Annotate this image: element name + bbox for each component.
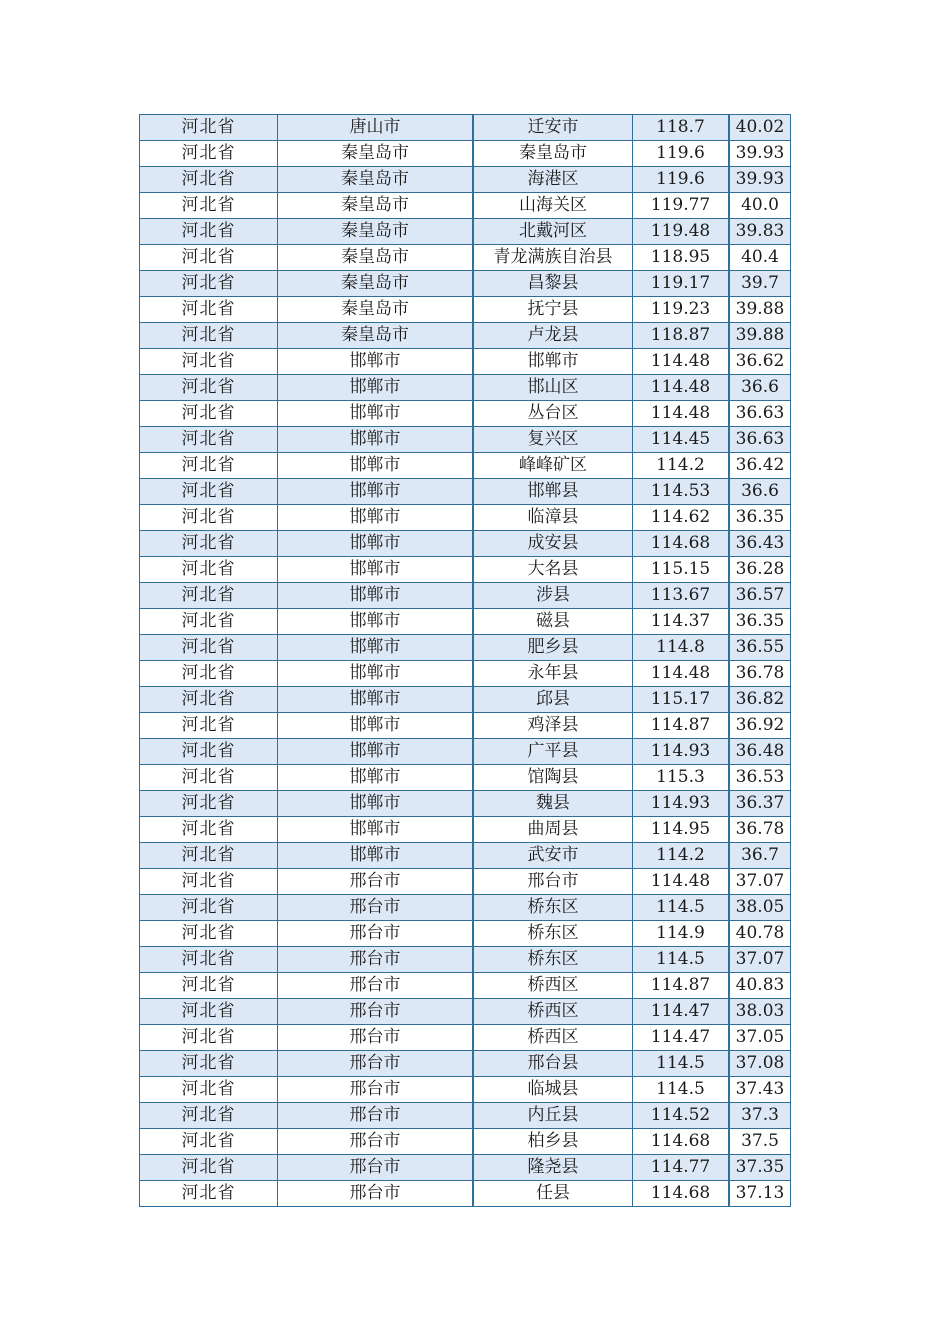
city-cell: 邯郸市 <box>278 479 474 505</box>
latitude-cell: 36.48 <box>729 739 791 765</box>
longitude-cell: 114.68 <box>633 1181 730 1207</box>
longitude-cell: 114.5 <box>633 1051 730 1077</box>
table-row <box>140 583 791 609</box>
latitude-cell: 36.78 <box>729 661 791 687</box>
longitude-cell: 115.15 <box>633 557 730 583</box>
longitude-cell: 114.5 <box>633 895 730 921</box>
province-cell: 河北省 <box>140 219 278 245</box>
province-cell: 河北省 <box>140 947 278 973</box>
city-cell: 邢台市 <box>278 999 474 1025</box>
county-cell: 桥西区 <box>473 999 633 1025</box>
longitude-cell: 114.5 <box>633 947 730 973</box>
latitude-cell: 36.35 <box>729 609 791 635</box>
city-cell: 邢台市 <box>278 947 474 973</box>
city-cell: 邯郸市 <box>278 843 474 869</box>
county-cell: 邢台市 <box>473 869 633 895</box>
latitude-cell: 36.55 <box>729 635 791 661</box>
longitude-cell: 114.8 <box>633 635 730 661</box>
county-cell: 馆陶县 <box>473 765 633 791</box>
county-cell: 临漳县 <box>473 505 633 531</box>
county-cell: 柏乡县 <box>473 1129 633 1155</box>
province-cell: 河北省 <box>140 1181 278 1207</box>
province-cell: 河北省 <box>140 427 278 453</box>
county-coordinates-table <box>139 114 791 1207</box>
latitude-cell: 36.37 <box>729 791 791 817</box>
city-cell: 秦皇岛市 <box>278 323 474 349</box>
table-row <box>140 999 791 1025</box>
county-cell: 桥西区 <box>473 973 633 999</box>
province-cell: 河北省 <box>140 1051 278 1077</box>
latitude-cell: 37.05 <box>729 1025 791 1051</box>
city-cell: 邯郸市 <box>278 609 474 635</box>
latitude-cell: 36.63 <box>729 401 791 427</box>
province-cell: 河北省 <box>140 921 278 947</box>
table-row <box>140 921 791 947</box>
city-cell: 邯郸市 <box>278 635 474 661</box>
city-cell: 秦皇岛市 <box>278 193 474 219</box>
province-cell: 河北省 <box>140 973 278 999</box>
province-cell: 河北省 <box>140 1103 278 1129</box>
city-cell: 邯郸市 <box>278 427 474 453</box>
province-cell: 河北省 <box>140 1155 278 1181</box>
latitude-cell: 36.62 <box>729 349 791 375</box>
latitude-cell: 36.6 <box>729 479 791 505</box>
province-cell: 河北省 <box>140 167 278 193</box>
latitude-cell: 39.7 <box>729 271 791 297</box>
longitude-cell: 114.95 <box>633 817 730 843</box>
province-cell: 河北省 <box>140 479 278 505</box>
table-row <box>140 141 791 167</box>
table-row <box>140 1129 791 1155</box>
latitude-cell: 37.5 <box>729 1129 791 1155</box>
longitude-cell: 114.48 <box>633 869 730 895</box>
city-cell: 邯郸市 <box>278 505 474 531</box>
province-cell: 河北省 <box>140 999 278 1025</box>
longitude-cell: 119.6 <box>633 141 730 167</box>
county-cell: 北戴河区 <box>473 219 633 245</box>
province-cell: 河北省 <box>140 687 278 713</box>
county-cell: 山海关区 <box>473 193 633 219</box>
table-row <box>140 635 791 661</box>
latitude-cell: 40.83 <box>729 973 791 999</box>
latitude-cell: 40.4 <box>729 245 791 271</box>
longitude-cell: 118.87 <box>633 323 730 349</box>
table-row <box>140 427 791 453</box>
city-cell: 邢台市 <box>278 895 474 921</box>
province-cell: 河北省 <box>140 791 278 817</box>
longitude-cell: 114.87 <box>633 973 730 999</box>
province-cell: 河北省 <box>140 609 278 635</box>
table-row <box>140 1155 791 1181</box>
latitude-cell: 39.88 <box>729 297 791 323</box>
longitude-cell: 114.47 <box>633 1025 730 1051</box>
province-cell: 河北省 <box>140 375 278 401</box>
latitude-cell: 37.07 <box>729 869 791 895</box>
longitude-cell: 114.48 <box>633 375 730 401</box>
table-row <box>140 947 791 973</box>
latitude-cell: 37.43 <box>729 1077 791 1103</box>
province-cell: 河北省 <box>140 869 278 895</box>
latitude-cell: 40.02 <box>729 115 791 141</box>
county-cell: 海港区 <box>473 167 633 193</box>
county-cell: 邱县 <box>473 687 633 713</box>
latitude-cell: 38.03 <box>729 999 791 1025</box>
latitude-cell: 36.6 <box>729 375 791 401</box>
city-cell: 秦皇岛市 <box>278 167 474 193</box>
latitude-cell: 37.13 <box>729 1181 791 1207</box>
longitude-cell: 119.48 <box>633 219 730 245</box>
latitude-cell: 36.35 <box>729 505 791 531</box>
province-cell: 河北省 <box>140 141 278 167</box>
table-row <box>140 167 791 193</box>
county-cell: 隆尧县 <box>473 1155 633 1181</box>
city-cell: 邯郸市 <box>278 349 474 375</box>
province-cell: 河北省 <box>140 245 278 271</box>
city-cell: 邢台市 <box>278 869 474 895</box>
county-cell: 内丘县 <box>473 1103 633 1129</box>
longitude-cell: 114.68 <box>633 1129 730 1155</box>
province-cell: 河北省 <box>140 765 278 791</box>
county-cell: 大名县 <box>473 557 633 583</box>
county-cell: 桥东区 <box>473 895 633 921</box>
province-cell: 河北省 <box>140 661 278 687</box>
latitude-cell: 39.83 <box>729 219 791 245</box>
longitude-cell: 114.5 <box>633 1077 730 1103</box>
longitude-cell: 114.93 <box>633 739 730 765</box>
longitude-cell: 118.7 <box>633 115 730 141</box>
table-row <box>140 895 791 921</box>
city-cell: 邯郸市 <box>278 739 474 765</box>
city-cell: 唐山市 <box>278 115 474 141</box>
table-row <box>140 1103 791 1129</box>
city-cell: 邯郸市 <box>278 401 474 427</box>
city-cell: 邢台市 <box>278 1025 474 1051</box>
county-cell: 磁县 <box>473 609 633 635</box>
table-row <box>140 791 791 817</box>
latitude-cell: 39.93 <box>729 167 791 193</box>
city-cell: 邢台市 <box>278 1129 474 1155</box>
city-cell: 邢台市 <box>278 1077 474 1103</box>
province-cell: 河北省 <box>140 193 278 219</box>
county-cell: 肥乡县 <box>473 635 633 661</box>
longitude-cell: 114.77 <box>633 1155 730 1181</box>
latitude-cell: 40.78 <box>729 921 791 947</box>
longitude-cell: 114.93 <box>633 791 730 817</box>
province-cell: 河北省 <box>140 1129 278 1155</box>
longitude-cell: 119.77 <box>633 193 730 219</box>
table-row <box>140 817 791 843</box>
table-body <box>140 115 791 1207</box>
latitude-cell: 36.78 <box>729 817 791 843</box>
longitude-cell: 114.48 <box>633 401 730 427</box>
county-cell: 任县 <box>473 1181 633 1207</box>
longitude-cell: 114.68 <box>633 531 730 557</box>
province-cell: 河北省 <box>140 297 278 323</box>
city-cell: 邯郸市 <box>278 713 474 739</box>
county-cell: 桥东区 <box>473 947 633 973</box>
latitude-cell: 38.05 <box>729 895 791 921</box>
city-cell: 邯郸市 <box>278 531 474 557</box>
table-row <box>140 505 791 531</box>
county-cell: 青龙满族自治县 <box>473 245 633 271</box>
table-row <box>140 245 791 271</box>
county-cell: 邯郸县 <box>473 479 633 505</box>
city-cell: 邢台市 <box>278 1181 474 1207</box>
table-row <box>140 687 791 713</box>
table-row <box>140 271 791 297</box>
county-cell: 邢台县 <box>473 1051 633 1077</box>
longitude-cell: 119.6 <box>633 167 730 193</box>
longitude-cell: 113.67 <box>633 583 730 609</box>
province-cell: 河北省 <box>140 583 278 609</box>
city-cell: 邯郸市 <box>278 661 474 687</box>
latitude-cell: 37.35 <box>729 1155 791 1181</box>
table-row <box>140 349 791 375</box>
longitude-cell: 114.37 <box>633 609 730 635</box>
county-cell: 迁安市 <box>473 115 633 141</box>
longitude-cell: 114.48 <box>633 661 730 687</box>
table-row <box>140 609 791 635</box>
city-cell: 邯郸市 <box>278 765 474 791</box>
latitude-cell: 39.93 <box>729 141 791 167</box>
city-cell: 秦皇岛市 <box>278 219 474 245</box>
city-cell: 秦皇岛市 <box>278 141 474 167</box>
table-row <box>140 453 791 479</box>
province-cell: 河北省 <box>140 505 278 531</box>
latitude-cell: 36.57 <box>729 583 791 609</box>
province-cell: 河北省 <box>140 531 278 557</box>
county-cell: 桥东区 <box>473 921 633 947</box>
county-cell: 丛台区 <box>473 401 633 427</box>
latitude-cell: 37.07 <box>729 947 791 973</box>
city-cell: 邢台市 <box>278 1155 474 1181</box>
latitude-cell: 36.92 <box>729 713 791 739</box>
longitude-cell: 114.62 <box>633 505 730 531</box>
county-cell: 永年县 <box>473 661 633 687</box>
longitude-cell: 114.52 <box>633 1103 730 1129</box>
province-cell: 河北省 <box>140 1077 278 1103</box>
table-row <box>140 297 791 323</box>
longitude-cell: 119.17 <box>633 271 730 297</box>
latitude-cell: 37.3 <box>729 1103 791 1129</box>
county-cell: 涉县 <box>473 583 633 609</box>
county-cell: 秦皇岛市 <box>473 141 633 167</box>
table-row <box>140 1051 791 1077</box>
latitude-cell: 36.28 <box>729 557 791 583</box>
table-row <box>140 531 791 557</box>
county-cell: 昌黎县 <box>473 271 633 297</box>
city-cell: 邯郸市 <box>278 583 474 609</box>
table-row <box>140 115 791 141</box>
county-cell: 临城县 <box>473 1077 633 1103</box>
province-cell: 河北省 <box>140 713 278 739</box>
longitude-cell: 118.95 <box>633 245 730 271</box>
county-cell: 邯山区 <box>473 375 633 401</box>
table-row <box>140 661 791 687</box>
table-row <box>140 1077 791 1103</box>
city-cell: 邢台市 <box>278 973 474 999</box>
table-row <box>140 401 791 427</box>
county-cell: 邯郸市 <box>473 349 633 375</box>
province-cell: 河北省 <box>140 1025 278 1051</box>
longitude-cell: 114.9 <box>633 921 730 947</box>
province-cell: 河北省 <box>140 401 278 427</box>
latitude-cell: 37.08 <box>729 1051 791 1077</box>
county-cell: 桥西区 <box>473 1025 633 1051</box>
province-cell: 河北省 <box>140 895 278 921</box>
latitude-cell: 36.53 <box>729 765 791 791</box>
city-cell: 邢台市 <box>278 1103 474 1129</box>
longitude-cell: 119.23 <box>633 297 730 323</box>
latitude-cell: 40.0 <box>729 193 791 219</box>
longitude-cell: 114.45 <box>633 427 730 453</box>
city-cell: 邯郸市 <box>278 453 474 479</box>
longitude-cell: 114.48 <box>633 349 730 375</box>
longitude-cell: 114.47 <box>633 999 730 1025</box>
longitude-cell: 115.17 <box>633 687 730 713</box>
province-cell: 河北省 <box>140 115 278 141</box>
table-row <box>140 557 791 583</box>
city-cell: 邯郸市 <box>278 557 474 583</box>
table-row <box>140 375 791 401</box>
county-cell: 成安县 <box>473 531 633 557</box>
table-row <box>140 973 791 999</box>
table-row <box>140 765 791 791</box>
province-cell: 河北省 <box>140 271 278 297</box>
county-cell: 卢龙县 <box>473 323 633 349</box>
table-row <box>140 193 791 219</box>
longitude-cell: 114.2 <box>633 453 730 479</box>
city-cell: 邯郸市 <box>278 791 474 817</box>
city-cell: 邯郸市 <box>278 817 474 843</box>
table-row <box>140 323 791 349</box>
county-cell: 广平县 <box>473 739 633 765</box>
county-cell: 复兴区 <box>473 427 633 453</box>
city-cell: 秦皇岛市 <box>278 297 474 323</box>
table-row <box>140 479 791 505</box>
province-cell: 河北省 <box>140 843 278 869</box>
county-cell: 武安市 <box>473 843 633 869</box>
table-row <box>140 1181 791 1207</box>
city-cell: 邯郸市 <box>278 687 474 713</box>
county-cell: 峰峰矿区 <box>473 453 633 479</box>
table-row <box>140 739 791 765</box>
latitude-cell: 36.7 <box>729 843 791 869</box>
latitude-cell: 39.88 <box>729 323 791 349</box>
province-cell: 河北省 <box>140 635 278 661</box>
latitude-cell: 36.42 <box>729 453 791 479</box>
latitude-cell: 36.82 <box>729 687 791 713</box>
longitude-cell: 114.87 <box>633 713 730 739</box>
table-row <box>140 843 791 869</box>
city-cell: 秦皇岛市 <box>278 271 474 297</box>
latitude-cell: 36.43 <box>729 531 791 557</box>
county-cell: 魏县 <box>473 791 633 817</box>
province-cell: 河北省 <box>140 323 278 349</box>
table-row <box>140 713 791 739</box>
table-row <box>140 869 791 895</box>
longitude-cell: 114.53 <box>633 479 730 505</box>
province-cell: 河北省 <box>140 453 278 479</box>
province-cell: 河北省 <box>140 557 278 583</box>
city-cell: 邯郸市 <box>278 375 474 401</box>
county-cell: 鸡泽县 <box>473 713 633 739</box>
province-cell: 河北省 <box>140 349 278 375</box>
city-cell: 秦皇岛市 <box>278 245 474 271</box>
province-cell: 河北省 <box>140 739 278 765</box>
latitude-cell: 36.63 <box>729 427 791 453</box>
county-cell: 抚宁县 <box>473 297 633 323</box>
table-row <box>140 1025 791 1051</box>
city-cell: 邢台市 <box>278 1051 474 1077</box>
table-row <box>140 219 791 245</box>
province-cell: 河北省 <box>140 817 278 843</box>
city-cell: 邢台市 <box>278 921 474 947</box>
longitude-cell: 115.3 <box>633 765 730 791</box>
county-cell: 曲周县 <box>473 817 633 843</box>
longitude-cell: 114.2 <box>633 843 730 869</box>
